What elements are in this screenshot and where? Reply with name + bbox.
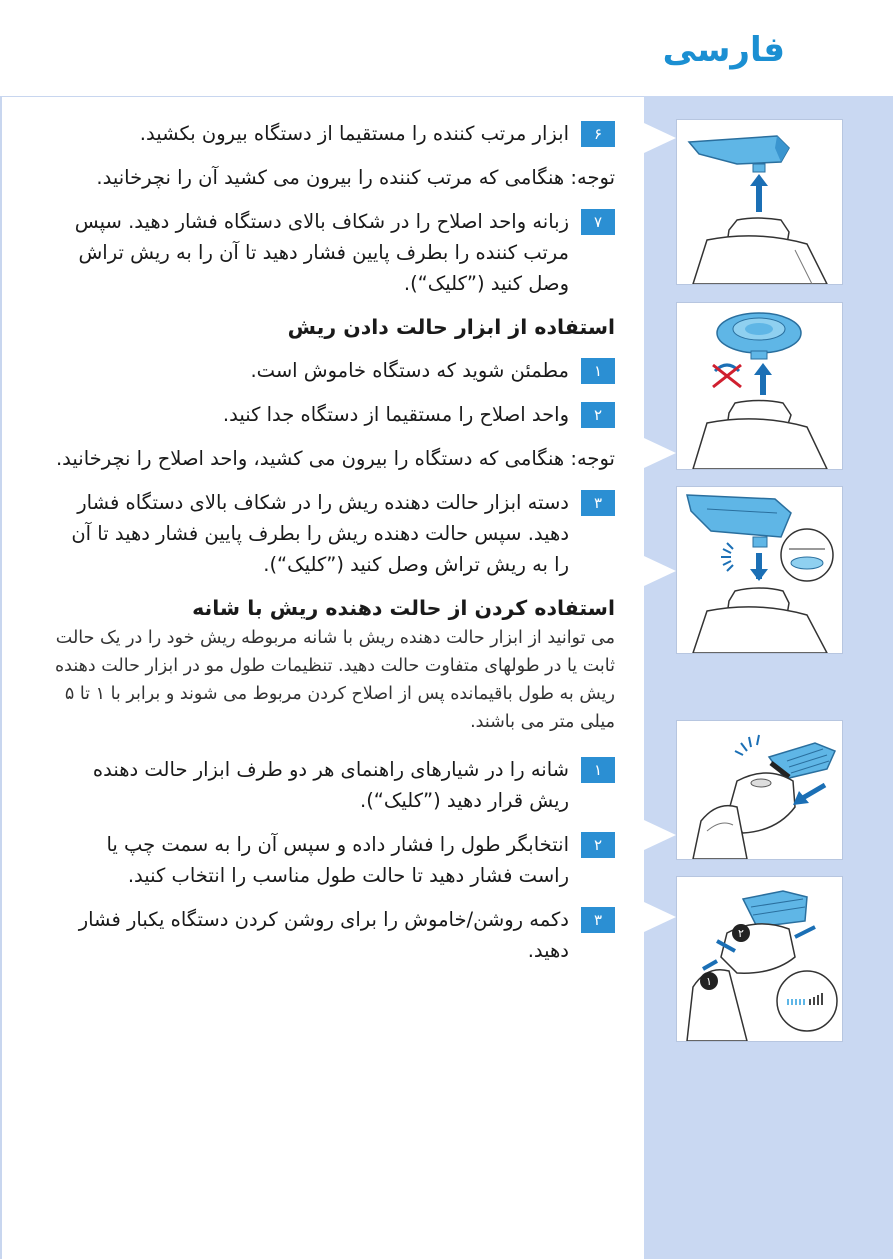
step-number: ۱ (581, 358, 615, 384)
illustration-trimmer-removal (676, 119, 843, 285)
step-number: ۲ (581, 832, 615, 858)
callout-badge-2-label: ۲ (738, 927, 744, 940)
step-detach-shaving-unit (55, 399, 615, 430)
length-selector-drawing (677, 877, 842, 1041)
step-number: ۷ (581, 209, 615, 235)
section-heading-beard-styler: استفاده از ابزار حالت دادن ریش (287, 315, 615, 339)
step-number: ۲ (581, 402, 615, 428)
pointer-arrow-4 (644, 820, 676, 850)
callout-badge-1-label: ۱ (706, 975, 712, 988)
illustration-length-selector (676, 876, 843, 1042)
step-text: زبانه واحد اصلاح را در شکاف بالای دستگاه فشار دهید. سپس مرتب کننده را بطرف پایین فشار دهید تا آن را به ریش تراش وصل کنید (”کلیک“). (74, 210, 569, 295)
step-text: مطمئن شوید که دستگاه خاموش است. (250, 359, 569, 382)
note-no-twist-shaving-unit: توجه: هنگامی که دستگاه را بیرون می کشید، واحد اصلاح را نچرخانید. (55, 447, 615, 470)
step-number: ۶ (581, 121, 615, 147)
step-text: دسته ابزار حالت دهنده ریش را در شکاف بالای دستگاه فشار دهید. سپس حالت دهنده ریش را بطرف پایین فشار دهید تا آن را به ریش تراش وصل کنید (”کلیک“). (71, 491, 569, 576)
step-text: شانه را در شیارهای راهنمای هر دو طرف ابزار حالت دهنده ریش قرار دهید (”کلیک“). (92, 758, 569, 812)
instructions-column (55, 118, 615, 979)
step-number: ۱ (581, 757, 615, 783)
step-text: ابزار مرتب کننده را مستقیما از دستگاه بیرون بکشید. (139, 122, 569, 145)
left-margin-rule (0, 96, 2, 1259)
pointer-arrow-3 (644, 556, 676, 586)
intro-paragraph: می توانید از ابزار حالت دهنده ریش با شانه مربوطه ریش خود را در یک حالت ثابت یا در طولهای متفاوت حالت دهید. تنظیمات طول مو در ابزار حالت دهنده ریش به طول باقیمانده پس از اصلاح کردن مربوط می شوند و برابر با ۱ تا ۵ میلی متر می باشند. (55, 628, 615, 732)
pointer-arrow-2 (644, 438, 676, 468)
pointer-arrow-5 (644, 902, 676, 932)
step-attach-shaving-unit (55, 206, 615, 299)
illustration-beard-styler-attach (676, 486, 843, 654)
section-heading-beard-styler-comb: استفاده کردن از حالت دهنده ریش با شانه (192, 596, 615, 620)
step-attach-comb (55, 754, 615, 816)
step-select-length (55, 829, 615, 891)
pointer-arrow-1 (644, 123, 676, 153)
language-title: فارسی (662, 30, 785, 70)
step-number: ۳ (581, 907, 615, 933)
note-no-twist-trimmer: توجه: هنگامی که مرتب کننده را بیرون می کشید آن را نچرخانید. (96, 166, 615, 189)
illustration-shaving-unit-removal (676, 302, 843, 470)
step-text: دکمه روشن/خاموش را برای روشن کردن دستگاه یکبار فشار دهید. (78, 908, 569, 962)
trimmer-removal-drawing (677, 120, 842, 284)
step-text: انتخابگر طول را فشار داده و سپس آن را به سمت چپ یا راست فشار دهید تا حالت طول مناسب را انتخاب کنید. (106, 833, 569, 887)
step-switch-off (55, 355, 615, 386)
beard-styler-attach-drawing (677, 487, 842, 653)
shaving-unit-removal-drawing (677, 303, 842, 469)
step-remove-trimmer (55, 118, 615, 149)
step-number: ۳ (581, 490, 615, 516)
illustration-comb-attach (676, 720, 843, 860)
step-switch-on (55, 904, 615, 966)
step-text: واحد اصلاح را مستقیما از دستگاه جدا کنید. (222, 403, 569, 426)
step-attach-beard-styler (55, 487, 615, 580)
comb-attach-drawing (677, 721, 842, 859)
